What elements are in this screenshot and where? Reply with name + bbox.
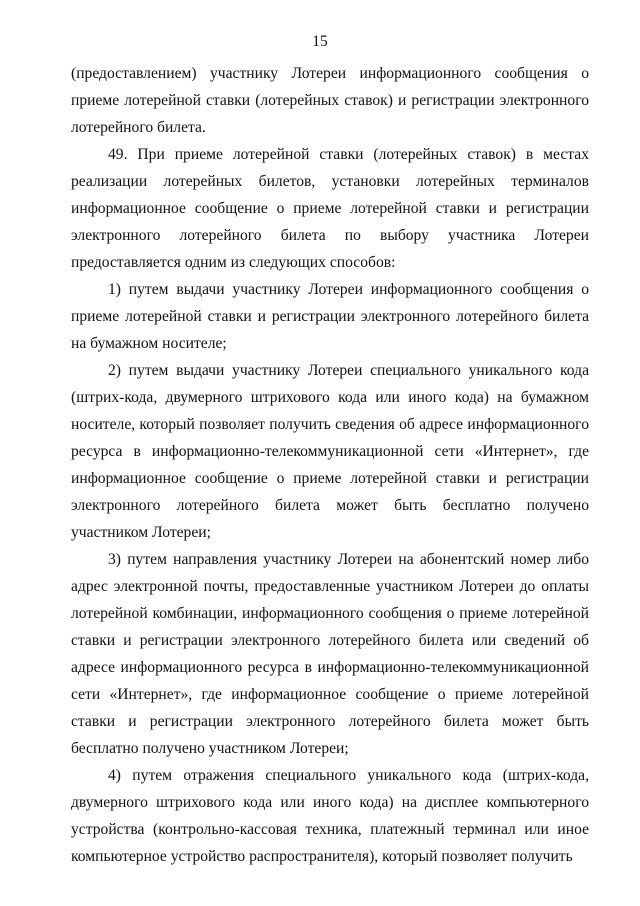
paragraph-item-4: 4) путем отражения специального уникального кода (штрих-кода, двумерного штрихового кода или иного кода) на дисплее компьютерного устройства (контрольно-кассовая техника, платежный терминал или иное компьютерное устройство распространителя), который позволяет получить bbox=[71, 767, 589, 865]
paragraph-continuation: (предоставлением) участнику Лотереи информационного сообщения о приеме лотерейной ставки (лотерейных ставок) и регистрации электронного лотерейного билета. bbox=[71, 65, 589, 136]
paragraph-clause-49: 49. При приеме лотерейной ставки (лотерейных ставок) в местах реализации лотерейных билетов, установки лотерейных терминалов информационное сообщение о приеме лотерейной ставки и регистрации электронного лотерейного билета по выбору участника Лотереи предоставляется одним из следующих способов: bbox=[71, 146, 589, 271]
page-number: 15 bbox=[312, 33, 328, 50]
paragraph-item-2: 2) путем выдачи участнику Лотереи специального уникального кода (штрих-кода, двумерного штрихового кода или иного кода) на бумажном носителе, который позволяет получить сведения об адресе информационного ресурса в информационно-телекоммуникационной сети «Интернет», где информационное сообщение о приеме лотерейной ставки и регистрации электронного лотерейного билета может быть бесплатно получено участником Лотереи; bbox=[71, 362, 589, 541]
paragraph-item-3: 3) путем направления участнику Лотереи на абонентский номер либо адрес электронной почты, предоставленные участником Лотереи до оплаты лотерейной комбинации, информационного сообщения о приеме лотерейной ставки и регистрации электронного лотерейного билета или сведений об адресе информационного ресурса в информационно-телекоммуникационной сети «Интернет», где информационное сообщение о приеме лотерейной ставки и регистрации электронного лотерейного билета может быть бесплатно получено участником Лотереи; bbox=[71, 551, 589, 757]
document-body bbox=[71, 60, 589, 870]
paragraph-item-1: 1) путем выдачи участнику Лотереи информационного сообщения о приеме лотерейной ставки и регистрации электронного лотерейного билета на бумажном носителе; bbox=[71, 281, 589, 352]
